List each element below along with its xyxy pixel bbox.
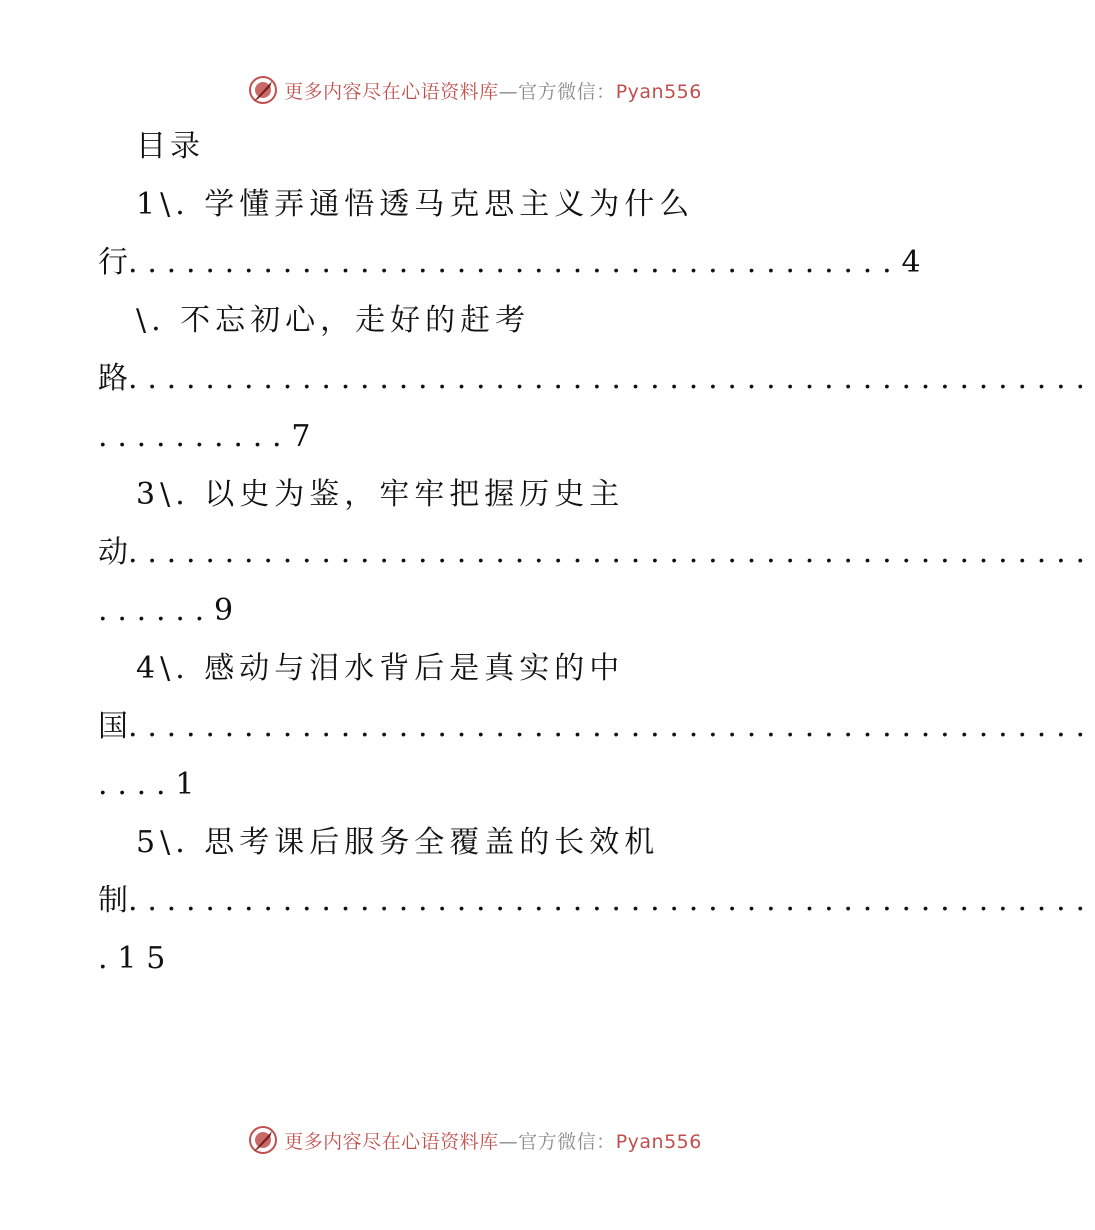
toc-entry-4-leader[interactable] xyxy=(98,698,1095,756)
toc-entry-2-continuation[interactable]: ..........7 xyxy=(98,419,321,454)
toc-entry-5-lead-char: 制 xyxy=(98,883,128,918)
header-banner xyxy=(0,70,950,110)
toc xyxy=(98,118,1095,988)
quill-logo-icon xyxy=(248,75,278,105)
header-brand-id: Pyan556 xyxy=(615,80,702,103)
toc-entry-3-leader[interactable] xyxy=(98,524,1095,582)
toc-entry-2-leader[interactable] xyxy=(98,350,1095,408)
toc-entry-1-leader[interactable] xyxy=(98,234,921,292)
toc-entry-1-title[interactable]: 1\. 学懂弄通悟透马克思主义为什么 xyxy=(136,187,695,222)
toc-entry-4-dots: .................................................. xyxy=(128,709,1095,744)
toc-entry-3-lead-char: 动 xyxy=(98,535,128,570)
toc-entry-5-dots: .................................................. xyxy=(128,883,1095,918)
header-brand-text xyxy=(284,77,702,104)
toc-entry-5-continuation[interactable]: .15 xyxy=(98,941,176,976)
toc-entry-4-lead-char: 国 xyxy=(98,709,128,744)
toc-entry-5-title[interactable]: 5\. 思考课后服务全覆盖的长效机 xyxy=(136,825,660,860)
header-brand-gray: —官方微信： xyxy=(498,80,616,103)
toc-entry-1-dots: ........................................ xyxy=(128,245,902,280)
footer-banner xyxy=(0,1120,950,1160)
footer-brand-text xyxy=(284,1127,702,1154)
footer-brand-id: Pyan556 xyxy=(615,1130,702,1153)
footer-brand-red: 更多内容尽在心语资料库 xyxy=(284,1130,499,1153)
header-brand-red: 更多内容尽在心语资料库 xyxy=(284,80,499,103)
toc-entry-5-leader[interactable] xyxy=(98,872,1095,930)
toc-entry-4-continuation[interactable]: ....1 xyxy=(98,767,205,802)
toc-entry-2-lead-char: 路 xyxy=(98,361,128,396)
toc-entry-3-title[interactable]: 3\. 以史为鉴，牢牢把握历史主 xyxy=(136,477,625,512)
footer-brand-gray: —官方微信： xyxy=(498,1130,616,1153)
toc-entry-2-dots: .................................................. xyxy=(128,361,1095,396)
toc-entry-2-title[interactable]: \. 不忘初心，走好的赶考 xyxy=(136,303,531,338)
toc-entry-1-lead-char: 行 xyxy=(98,245,128,280)
toc-title: 目录 xyxy=(136,129,204,164)
quill-logo-icon xyxy=(248,1125,278,1155)
toc-entry-3-continuation[interactable]: ......9 xyxy=(98,593,243,628)
toc-entry-4-title[interactable]: 4\. 感动与泪水背后是真实的中 xyxy=(136,651,625,686)
toc-entry-1-page: 4 xyxy=(901,245,921,280)
toc-entry-3-dots: .................................................. xyxy=(128,535,1095,570)
